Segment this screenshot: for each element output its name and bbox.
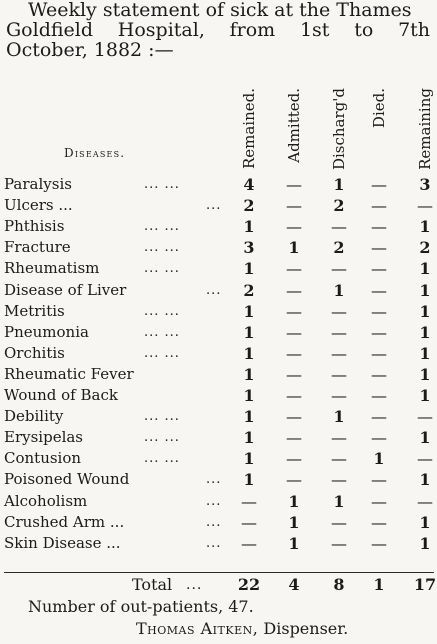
cell-remaining: 1 (419, 364, 431, 384)
title-word: from (229, 19, 276, 41)
cell-remained: 1 (243, 217, 255, 237)
total-died: 1 (373, 575, 385, 594)
cell-remained: 1 (243, 259, 255, 279)
table-row (0, 343, 437, 364)
leader-dots: ... ... (144, 177, 180, 192)
cell-died: — (371, 238, 387, 258)
disease-name: Rheumatism (4, 259, 100, 278)
cell-admitted: — (286, 301, 302, 321)
column-header-died: Died. (370, 88, 388, 129)
cell-remained: 1 (243, 449, 255, 469)
cell-discharged: 2 (333, 238, 345, 258)
cell-died: — (371, 491, 387, 511)
cell-admitted: — (286, 470, 302, 490)
disease-name: Ulcers ... (4, 196, 73, 215)
disease-name: Pneumonia (4, 322, 89, 341)
cell-discharged: 1 (333, 175, 345, 194)
table-row (0, 364, 437, 385)
cell-admitted: 1 (288, 533, 300, 553)
cell-admitted: — (286, 343, 302, 363)
cell-died: — (371, 175, 387, 194)
cell-admitted: — (286, 280, 302, 300)
title-line-2 (6, 20, 430, 40)
cell-died: — (371, 386, 387, 405)
cell-remained: 1 (243, 386, 255, 405)
leader-dots: ... ... (144, 219, 180, 235)
cell-died: — (371, 217, 387, 237)
cell-remaining: 1 (419, 470, 431, 490)
leader-dots: ... ... (144, 324, 180, 340)
disease-name: Alcoholism (4, 491, 88, 510)
disease-name: Wound of Back (4, 386, 118, 404)
cell-remained: — (241, 533, 257, 553)
column-header-admitted: Admitted. (285, 88, 303, 163)
cell-remaining: — (417, 491, 433, 511)
title-word: 1st (299, 19, 330, 41)
cell-discharged: 1 (333, 491, 345, 511)
table-row (0, 448, 437, 469)
cell-admitted: — (286, 322, 302, 342)
cell-remained: 2 (243, 196, 255, 216)
title-line-1: Weekly statement of sick at the Thames (28, 0, 412, 21)
cell-died: — (371, 280, 387, 300)
leader-dots: ... ... (144, 430, 180, 446)
title-word: 7th (398, 19, 431, 41)
cell-remaining: 1 (419, 259, 431, 279)
table-row (0, 216, 437, 237)
table-row (0, 280, 437, 301)
total-row (0, 574, 437, 595)
cell-died: — (371, 301, 387, 321)
cell-discharged: — (331, 301, 347, 321)
cell-discharged: — (331, 470, 347, 490)
cell-discharged: — (331, 533, 347, 553)
cell-remained: 1 (243, 470, 255, 490)
diseases-column-header: Diseases. (64, 146, 126, 160)
cell-discharged: — (331, 217, 347, 237)
leader-dots: ... ... (144, 240, 180, 256)
table-row (0, 427, 437, 448)
cell-died: — (371, 343, 387, 363)
disease-name: Debility (4, 407, 64, 426)
leader-dots: ... ... (144, 303, 180, 319)
total-admitted: 4 (288, 575, 300, 594)
total-label: Total (132, 575, 173, 594)
total-discharged: 8 (333, 575, 345, 594)
cell-died: — (371, 428, 387, 448)
cell-remaining: 1 (419, 343, 431, 363)
column-header-discharged: Discharg'd (330, 88, 348, 171)
cell-discharged: — (331, 512, 347, 532)
cell-admitted: — (286, 407, 302, 427)
cell-remained: 1 (243, 407, 255, 427)
table-row (0, 195, 437, 216)
leader-dots: ... (206, 198, 222, 214)
cell-discharged: 2 (333, 196, 345, 216)
cell-admitted: — (286, 449, 302, 469)
cell-remained: 1 (243, 364, 255, 384)
cell-remaining: 1 (419, 322, 431, 342)
cell-died: — (371, 364, 387, 384)
cell-died: — (371, 470, 387, 490)
cell-discharged: — (331, 343, 347, 363)
cell-remaining: 1 (419, 301, 431, 321)
cell-remaining: — (417, 407, 433, 427)
cell-remaining: 3 (419, 175, 431, 194)
table-row (0, 533, 437, 554)
disease-name: Paralysis (4, 175, 72, 193)
disease-name: Metritis (4, 301, 65, 320)
cell-remaining: 2 (419, 238, 431, 258)
cell-admitted: — (286, 428, 302, 448)
disease-name: Disease of Liver (4, 280, 127, 299)
cell-remaining: 1 (419, 280, 431, 300)
leader-dots: ... ... (144, 409, 180, 425)
cell-remained: 4 (243, 175, 255, 194)
disease-name: Erysipelas (4, 428, 84, 447)
cell-remaining: 1 (419, 386, 431, 405)
cell-remaining: 1 (419, 512, 431, 532)
title-word: Goldfield (6, 19, 94, 41)
cell-discharged: — (331, 386, 347, 405)
cell-admitted: — (286, 196, 302, 216)
cell-remained: — (241, 491, 257, 511)
outpatients-note: Number of out-patients, 47. (28, 597, 254, 616)
cell-admitted: — (286, 386, 302, 405)
total-remaining: 17 (413, 575, 437, 594)
cell-discharged: — (331, 322, 347, 342)
table-row (0, 237, 437, 258)
cell-remained: 1 (243, 428, 255, 448)
cell-died: — (371, 407, 387, 427)
title-line-3: October, 1882 :— (6, 39, 174, 61)
leader-dots: ... ... (144, 451, 180, 467)
table-row (0, 406, 437, 427)
total-rule (4, 572, 434, 573)
cell-remained: 2 (243, 280, 255, 300)
cell-remaining: — (417, 449, 433, 469)
leader-dots: ... (206, 282, 222, 298)
disease-name: Poisoned Wound (4, 470, 130, 489)
cell-discharged: — (331, 364, 347, 384)
cell-died: — (371, 196, 387, 216)
cell-remained: 1 (243, 301, 255, 321)
signature-role: Dispenser. (263, 619, 349, 638)
cell-remaining: — (417, 196, 433, 216)
signature-name: Thomas Aitken, (136, 619, 259, 638)
cell-discharged: 1 (333, 407, 345, 427)
title-word: Hospital, (117, 19, 205, 41)
table-row (0, 491, 437, 512)
leader-dots: ... (206, 493, 222, 509)
title-word: to (354, 19, 374, 41)
total-dots: ... (186, 577, 203, 593)
cell-remaining: 1 (419, 533, 431, 553)
cell-remained: 1 (243, 343, 255, 363)
cell-discharged: — (331, 428, 347, 448)
cell-remained: — (241, 512, 257, 532)
cell-died: 1 (373, 449, 385, 469)
column-header-remaining: Remaining (416, 88, 434, 170)
cell-discharged: — (331, 449, 347, 469)
column-header-remained: Remained. (240, 88, 258, 170)
cell-died: — (371, 322, 387, 342)
cell-admitted: — (286, 364, 302, 384)
total-remained: 22 (237, 575, 261, 594)
cell-discharged: 1 (333, 280, 345, 300)
cell-remained: 3 (243, 238, 255, 258)
cell-admitted: — (286, 175, 302, 194)
leader-dots: ... ... (144, 261, 180, 277)
disease-name: Phthisis (4, 217, 65, 236)
statement-title (6, 0, 430, 60)
table-row (0, 469, 437, 490)
cell-remained: 1 (243, 322, 255, 342)
cell-admitted: 1 (288, 491, 300, 511)
cell-died: — (371, 259, 387, 279)
cell-discharged: — (331, 259, 347, 279)
disease-name: Contusion (4, 449, 82, 468)
leader-dots: ... (206, 472, 222, 488)
disease-name: Rheumatic Fever (4, 364, 134, 383)
cell-admitted: — (286, 259, 302, 279)
cell-admitted: — (286, 217, 302, 237)
cell-remaining: 1 (419, 428, 431, 448)
table-row (0, 174, 437, 195)
table-row (0, 301, 437, 322)
cell-admitted: 1 (288, 238, 300, 258)
disease-name: Orchitis (4, 343, 65, 362)
cell-died: — (371, 533, 387, 553)
disease-name: Crushed Arm ... (4, 512, 125, 531)
table-row (0, 385, 437, 406)
disease-name: Fracture (4, 238, 71, 257)
leader-dots: ... (206, 535, 222, 551)
leader-dots: ... (206, 514, 222, 530)
table-row (0, 258, 437, 279)
signature (136, 618, 348, 640)
disease-name: Skin Disease ... (4, 533, 121, 552)
cell-admitted: 1 (288, 512, 300, 532)
cell-remaining: 1 (419, 217, 431, 237)
cell-died: — (371, 512, 387, 532)
leader-dots: ... ... (144, 345, 180, 361)
table-row (0, 322, 437, 343)
table-row (0, 512, 437, 533)
